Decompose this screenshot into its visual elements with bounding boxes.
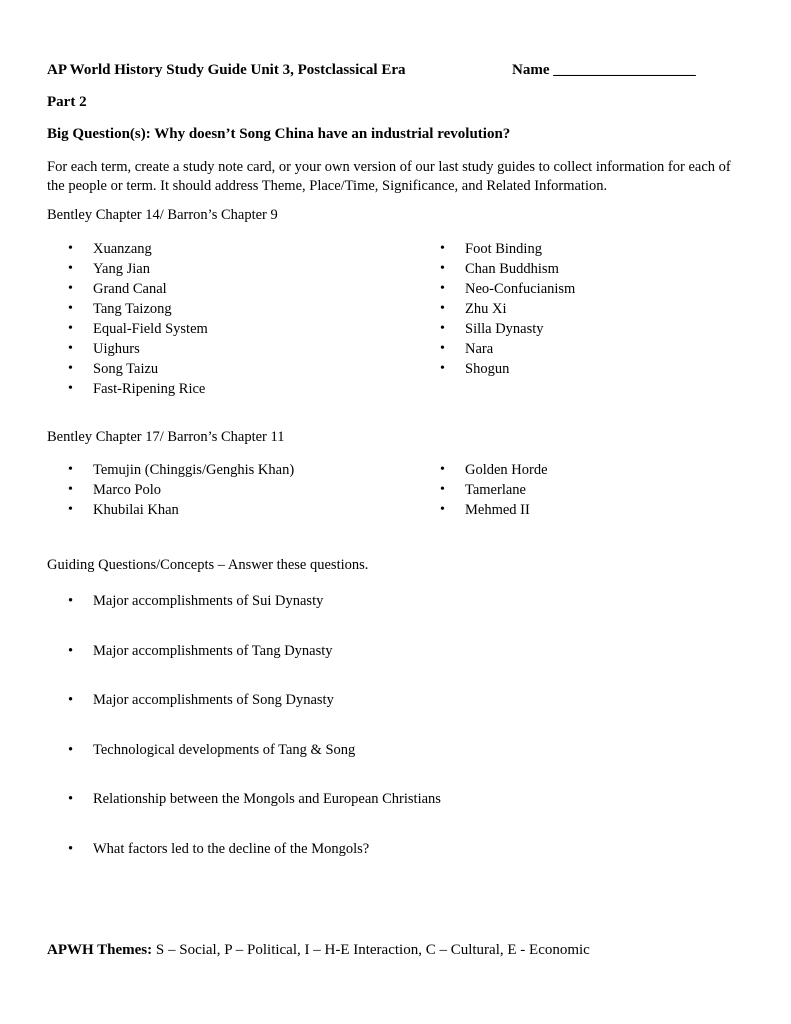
- list-item: [419, 339, 575, 359]
- bullet-icon: •: [68, 840, 74, 857]
- bullet-icon: •: [440, 301, 445, 316]
- list-item-text: Shogun: [465, 361, 510, 377]
- list-item-text: Neo-Confucianism: [465, 281, 576, 297]
- bullet-icon: •: [68, 482, 73, 497]
- list-item-text: Yang Jian: [93, 261, 150, 277]
- bullet-icon: •: [440, 281, 445, 296]
- list-item: [47, 789, 441, 839]
- guiding-questions-list: [47, 591, 441, 889]
- list-item: [419, 319, 575, 339]
- list-item: [47, 480, 294, 500]
- list-item: [419, 480, 548, 500]
- list-item: [47, 279, 208, 299]
- list-item-text: Foot Binding: [465, 241, 542, 257]
- bullet-icon: •: [440, 482, 445, 497]
- list-item: [419, 239, 575, 259]
- bullet-icon: •: [440, 361, 445, 376]
- bullet-icon: •: [68, 341, 73, 356]
- themes-text: S – Social, P – Political, I – H-E Interaction, C – Cultural, E - Economic: [152, 942, 590, 958]
- list-item: [47, 690, 441, 740]
- bullet-icon: •: [68, 381, 73, 396]
- section1-left-list: [47, 239, 208, 399]
- list-item-text: Khubilai Khan: [93, 502, 179, 518]
- list-item-text: Relationship between the Mongols and European Christians: [93, 791, 441, 808]
- list-item-text: Marco Polo: [93, 482, 162, 498]
- list-item: [419, 359, 575, 379]
- bullet-icon: •: [68, 692, 74, 709]
- list-item: [47, 319, 208, 339]
- bullet-icon: •: [68, 642, 74, 659]
- list-item-text: Tamerlane: [465, 482, 526, 498]
- list-item-text: Major accomplishments of Sui Dynasty: [93, 593, 324, 609]
- bullet-icon: •: [440, 241, 445, 256]
- section2-right-list: [419, 460, 548, 520]
- list-item-text: Golden Horde: [465, 462, 548, 478]
- section2-heading: Bentley Chapter 17/ Barron’s Chapter 11: [47, 429, 285, 445]
- bullet-icon: •: [68, 261, 73, 276]
- list-item-text: Equal-Field System: [93, 321, 208, 337]
- list-item-text: Chan Buddhism: [465, 261, 559, 277]
- list-item: [419, 259, 575, 279]
- instructions-paragraph: For each term, create a study note card, or your own version of our last study guides to collect information for each of the people or term. It should address Theme, Place/Time, Significance, and Related Information.: [47, 159, 731, 194]
- bullet-icon: •: [68, 502, 73, 517]
- bullet-icon: •: [440, 321, 445, 336]
- bullet-icon: •: [68, 791, 74, 808]
- list-item: [47, 460, 294, 480]
- bullet-icon: •: [440, 502, 445, 517]
- bullet-icon: •: [68, 241, 73, 256]
- bullet-icon: •: [68, 321, 73, 336]
- list-item-text: Uighurs: [93, 341, 140, 357]
- list-item: [47, 379, 208, 399]
- list-item: [47, 239, 208, 259]
- bullet-icon: •: [68, 281, 73, 296]
- list-item-text: Mehmed II: [465, 502, 530, 518]
- bullet-icon: •: [68, 361, 73, 376]
- list-item-text: Major accomplishments of Song Dynasty: [93, 692, 334, 709]
- list-item: [47, 359, 208, 379]
- list-item-text: Fast-Ripening Rice: [93, 381, 206, 397]
- bullet-icon: •: [68, 301, 73, 316]
- section1-right-list: [419, 239, 575, 379]
- bullet-icon: •: [440, 462, 445, 477]
- list-item: [419, 299, 575, 319]
- section2-left-list: [47, 460, 294, 520]
- list-item: [47, 259, 208, 279]
- list-item: [47, 591, 441, 641]
- list-item: [47, 641, 441, 691]
- list-item: [419, 279, 575, 299]
- list-item: [47, 299, 208, 319]
- list-item: [47, 740, 441, 790]
- guiding-questions-heading: Guiding Questions/Concepts – Answer these questions.: [47, 557, 369, 573]
- themes-label: APWH Themes:: [47, 942, 153, 958]
- list-item: [47, 339, 208, 359]
- bullet-icon: •: [68, 741, 74, 758]
- themes-line: [47, 942, 590, 959]
- big-question: Big Question(s): Why doesn’t Song China have an industrial revolution?: [47, 126, 511, 142]
- list-item-text: Xuanzang: [93, 241, 152, 257]
- list-item-text: Major accomplishments of Tang Dynasty: [93, 642, 333, 659]
- list-item: [419, 500, 548, 520]
- bullet-icon: •: [68, 593, 74, 609]
- list-item-text: Nara: [465, 341, 494, 357]
- list-item: [47, 839, 441, 889]
- section1-heading: Bentley Chapter 14/ Barron’s Chapter 9: [47, 207, 278, 223]
- part-heading: Part 2: [47, 94, 87, 110]
- name-field-label: Name ___________________: [512, 62, 696, 78]
- list-item-text: Zhu Xi: [465, 301, 507, 317]
- list-item-text: What factors led to the decline of the Mongols?: [93, 840, 370, 857]
- list-item-text: Tang Taizong: [93, 301, 172, 317]
- list-item-text: Song Taizu: [93, 361, 159, 377]
- list-item-text: Technological developments of Tang & Song: [93, 741, 356, 758]
- list-item-text: Silla Dynasty: [465, 321, 544, 337]
- list-item: [47, 500, 294, 520]
- list-item-text: Temujin (Chinggis/Genghis Khan): [93, 462, 295, 478]
- bullet-icon: •: [440, 261, 445, 276]
- document-title: AP World History Study Guide Unit 3, Postclassical Era: [47, 62, 406, 78]
- list-item-text: Grand Canal: [93, 281, 167, 297]
- bullet-icon: •: [440, 341, 445, 356]
- list-item: [419, 460, 548, 480]
- bullet-icon: •: [68, 462, 73, 477]
